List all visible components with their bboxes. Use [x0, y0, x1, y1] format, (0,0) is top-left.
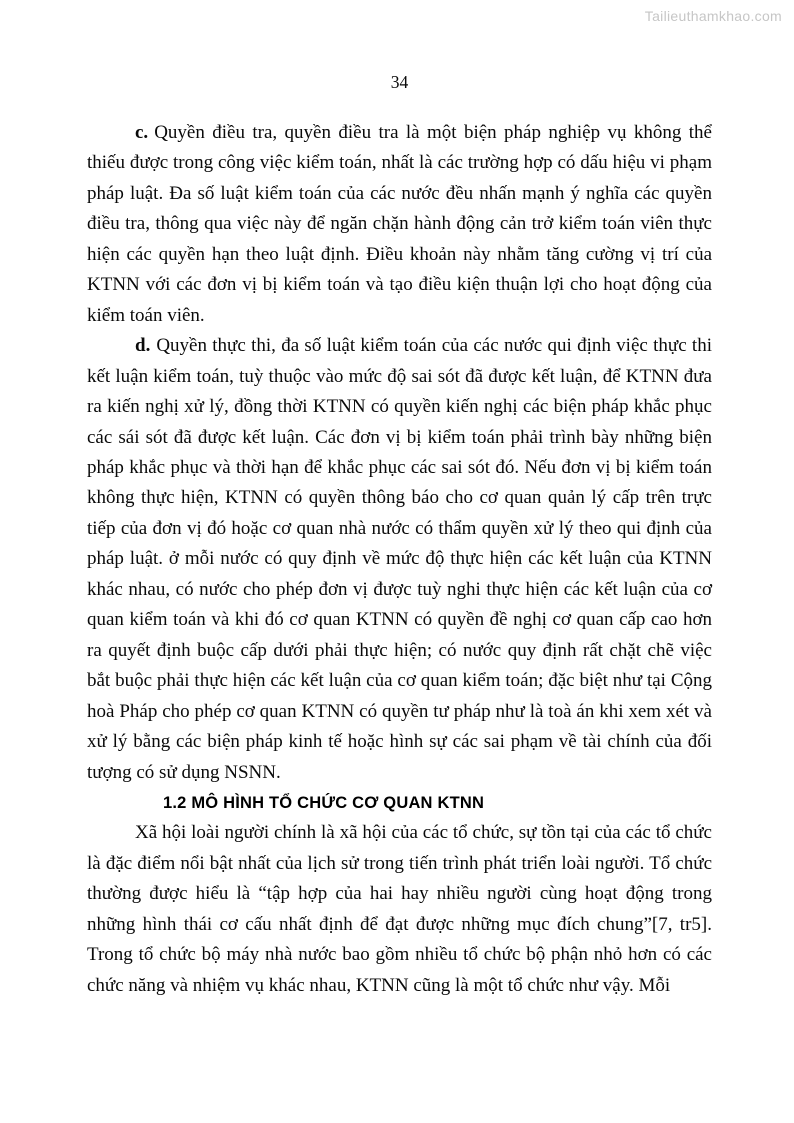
page-number: 34 — [390, 72, 409, 92]
paragraph-d-lead: d. — [135, 335, 151, 357]
paragraph-d — [87, 331, 712, 788]
section-heading-1-2: 1.2 MÔ HÌNH TỔ CHỨC CƠ QUAN KTNN — [163, 793, 485, 812]
paragraph-intro: Xã hội loài người chính là xã hội của các tổ chức, sự tồn tại của các tổ chức là đặc điểm nổi bật nhất của lịch sử trong tiến trình phát triển loài người. Tổ chức thường được hiểu là “tập hợp của hai hay nhiều người cùng hoạt động trong những hình thái cơ cấu nhất định để đạt được những mục đích chung”[7, tr5]. Trong tổ chức bộ máy nhà nước bao gồm nhiều tổ chức bộ phận nhỏ hơn có các chức năng và nhiệm vụ khác nhau, KTNN cũng là một tổ chức như vậy. Mỗi — [87, 822, 712, 996]
paragraph-c-lead: c. — [135, 122, 149, 143]
document-body — [87, 118, 712, 1001]
watermark: Tailieuthamkhao.com — [644, 8, 782, 24]
paragraph-c-text: Quyền điều tra, quyền điều tra là một biện pháp nghiệp vụ không thể thiếu được trong công việc kiểm toán, nhất là các trường hợp có dấu hiệu vi phạm pháp luật. Đa số luật kiểm toán của các nước đều nhấn mạnh ý nghĩa các quyền điều tra, thông qua việc này để ngăn chặn hành động cản trở kiểm toán viên thực hiện các quyền hạn theo luật định. Điều khoản này nhằm tăng cường vị trí của KTNN với các đơn vị bị kiểm toán và tạo điều kiện thuận lợi cho hoạt động của kiểm toán viên. — [87, 122, 712, 326]
paragraph-d-text: Quyền thực thi, đa số luật kiểm toán của các nước qui định việc thực thi kết luận kiểm toán, tuỳ thuộc vào mức độ sai sót đã được kết luận, để KTNN đưa ra kiến nghị xử lý, đồng thời KTNN có quyền kiến nghị các biện pháp khắc phục các sái sót đã được kết luận. Các đơn vị bị kiểm toán phải trình bày những biện pháp khắc phục và thời hạn để khắc phục các sai sót đó. Nếu đơn vị bị kiểm toán không thực hiện, KTNN có quyền thông báo cho cơ quan quản lý cấp trên trực tiếp của đơn vị đó hoặc cơ quan nhà nước có thẩm quyền xử lý theo qui định của pháp luật. ở mỗi nước có quy định về mức độ thực hiện các kết luận của KTNN khác nhau, có nước cho phép đơn vị được tuỳ nghi thực hiện các kết luận của cơ quan kiểm toán và khi đó cơ quan KTNN có quyền đề nghị cơ quan cấp cao hơn ra quyết định buộc cấp dưới phải thực hiện; có nước quy định rất chặt chẽ việc bắt buộc phải thực hiện các kết luận của cơ quan kiểm toán; đặc biệt như tại Cộng hoà Pháp cho phép cơ quan KTNN có quyền tư pháp như là toà án khi xem xét và xử lý bằng các biện pháp kinh tế hoặc hình sự các sai phạm về tài chính của đối tượng có sử dụng NSNN. — [87, 335, 712, 783]
paragraph-c — [87, 118, 712, 331]
